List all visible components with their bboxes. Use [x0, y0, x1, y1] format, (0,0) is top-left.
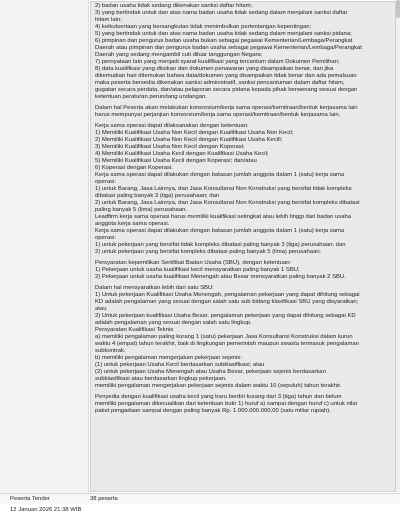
- content-line: 5) Memiliki Kualifikasi Usaha Kecil dengan Koperasi; dan/atau: [95, 158, 257, 164]
- content-line: 2) Memiliki Kualifikasi Usaha Non Kecil dengan Kualifikasi Usaha Kecill;: [95, 137, 283, 143]
- content-line: Kerja sama operasi dapat dilakukan dengan batasan jumlah anggota dalam 1 (satu) kerja sama: [95, 172, 345, 178]
- content-line: Kerja sama operasi dapat dilakukan dengan batasan jumlah anggota dalam 1 (satu) kerja sama: [95, 228, 345, 234]
- content-line: Daerah atau pimpinan dan pengurus badan usaha sebagai pegawai Kementerian/Lembaga/Perangkat: [95, 45, 362, 51]
- content-line: 2) badan usaha tidak sedang dikenakan sanksi daftar hitam;: [95, 3, 253, 9]
- content-line: 5) yang bertindak untuk dan atas nama badan usaha tidak sedang dalam menjalani sanksi pidana;: [95, 31, 352, 37]
- content-line: (2) untuk pekerjaan Usaha Menengah atau Usaha Besar, pekerjaan sejenis berdasarkan: [95, 369, 326, 375]
- content-line: 2) Untuk pekerjaan kualifikasi Usaha Besar, pengalaman pekerjaan yang dapat dihitung sebagai KD: [95, 313, 356, 319]
- content-line: ketentuan peraturan perundang undangan.: [95, 94, 208, 100]
- content-line: 3) Memiliki Kualifikasi Usaha Non Kecil dengan Koperasi;: [95, 144, 245, 150]
- peserta-row: [0, 493, 400, 504]
- content-line: 7) pernyataan lain yang menjadi syarat kualifikasi yang tercantum dalam Dokumen Pemilihan;: [95, 59, 340, 65]
- label-column: [0, 0, 89, 493]
- content-line: Daerah yang sedang mengambil cuti diluar tanggungan Negara;: [95, 52, 263, 58]
- content-line: waktu 4 (empat) tahun terakhir, baik di lingkungan pemerintah maupun swasta termasuk pengalaman: [95, 341, 359, 347]
- scrollbar[interactable]: [396, 0, 400, 492]
- content-line: 2) untuk Barang, Jasa Lainnya, dan Jasa Konsultansi Non Konstruksi yang bersifat kompleks dibatasi: [95, 200, 360, 206]
- content-line: memiliki pengalaman dikecualikan dari ketentuan butir 1) huruf a) sampai dengan huruf c) untuk nilai: [95, 401, 357, 407]
- content-line: anggota kerja sama operasi.: [95, 221, 170, 227]
- content-line: 3) yang bertindak untuk dan atas nama badan usaha tidak sedang dalam menjalani sanksi daftar: [95, 10, 348, 16]
- content-line: maka peserta bersedia dikenakan sanksi administratif, sanksi pencantuman dalam daftar hitam,: [95, 80, 345, 86]
- content-line: KD adalah pengalaman yang sesuai dengan salah satu sub bidang klasifikasi SBU yang disyaratkan;: [95, 299, 359, 305]
- content-line: Kerja sama operasi dapat dilaksanakan dengan ketentuan:: [95, 123, 249, 129]
- content-line: Penyedia dengan kualifikasi usaha kecil yang baru berdiri kurang dari 3 (tiga) tahun dan belum: [95, 394, 342, 400]
- content-line: memiliki pengalaman mengerjakan pekerjaan sejenis dalam waktu 10 (sepuluh) tahun terakhir.: [95, 383, 342, 389]
- qualification-requirements-text: [90, 1, 396, 492]
- content-line: 4) keikutsertaan yang bersangkutan tidak menimbulkan pertentangan kepentingan;: [95, 24, 312, 30]
- scrollbar-thumb[interactable]: [396, 0, 400, 18]
- content-line: 1) Pekerjaan untuk usaha kualifikasi kecil mensyaratkan paling banyak 1 SBU;: [95, 267, 300, 273]
- content-line: 6) pimpinan dan pengurus badan usaha bukan sebagai pegawai Kementerian/Lembaga/Perangkat: [95, 38, 353, 44]
- content-line: 6) Koperasi dengan Koperasi.: [95, 165, 173, 171]
- content-line: Dalam hal Peserta akan melakukan konsorsium/kerja sama operasi/kemitraan/bentuk kerjasama lain: [95, 105, 358, 111]
- content-line: paket pengadaan sampai dengan paling banyak Rp. 1.000.000.000,00 (satu miliar rupiah).: [95, 408, 331, 414]
- content-line: (1) untuk pekerjaan Usaha Kecil berdasarkan subklasifikasi; atau: [95, 362, 265, 368]
- timestamp: 12 Januari 2026 21:38 WIB: [10, 507, 82, 513]
- peserta-value: 38 peserta: [90, 496, 118, 502]
- content-line: dibatasi paling banyak 3 (tiga) perusahaan; dan: [95, 193, 220, 199]
- content-line: paling banyak 5 (lima) perusahaan.: [95, 207, 188, 213]
- content-line: a) memiliki pengalaman paling kurang 1 (satu) pekerjaan Jasa Konsultansi Konstruksi dalam kurun: [95, 334, 353, 340]
- content-line: operasi:: [95, 179, 116, 185]
- content-line: 4) Memiliki Kualifikasi Usaha Kecil dengan Kualifikasi Usaha Kecil;: [95, 151, 269, 157]
- content-line: subklasifikasi atau berdasarkan lingkup pekerjaan.: [95, 376, 227, 382]
- content-line: b) memiliki pengalaman mengerjakan pekerjaan sejenis:: [95, 355, 243, 361]
- content-line: Persyaratan kepemilikan Sertifikat Badan Usaha (SBU), dengan ketentuan:: [95, 260, 292, 266]
- content-line: Persyaratan Kualifikasi Teknis: [95, 327, 174, 333]
- content-line: 1) untuk Barang, Jasa Lainnya, dan Jasa Konsultansi Non Konstruksi yang bersifat tidak kompleks: [95, 186, 352, 192]
- content-line: 2) untuk pekerjaan yang bersifat kompleks dibatasi paling banyak 5 (lima) perusahaan.: [95, 249, 322, 255]
- content-line: atau: [95, 306, 107, 312]
- content-line: 1) untuk pekerjaan yang bersifat tidak kompleks dibatasi paling banyak 3 (tiga) perusahaan; dan: [95, 242, 346, 248]
- content-line: 1) Untuk pekerjaan Kualifikasi Usaha Menengah, pengalaman pekerjaan yang dapat dihitung sebagai: [95, 292, 360, 298]
- content-line: 2) Pekerjaan untuk usaha kualifikasi Menengah atau Besar mensyaratkan paling banyak 2 SBU.: [95, 274, 346, 280]
- content-line: gugatan secara perdata, dan/atau pelaporan secara pidana kepada pihak berwenang sesuai dengan: [95, 87, 358, 93]
- content-line: Dalam hal mensyaratkan lebih dari satu SBU:: [95, 285, 214, 291]
- content-line: hitam lain;: [95, 17, 122, 23]
- content-line: 8) data kualifikasi yang diisikan dan dokumen penawaran yang disampaikan benar, dan jika: [95, 66, 334, 72]
- peserta-label: Peserta Tender: [10, 496, 50, 502]
- content-line: adalah pengalaman yang sesuai dengan salah satu lingkup.: [95, 320, 252, 326]
- content-line: dikemudian hari ditemukan bahwa data/dokumen yang disampaikan tidak benar dan ada pemalsuan: [95, 73, 357, 79]
- content-line: Leadfirm kerja sama operasi harus memiliki kualifikasi setingkat atau lebih tinggi dari badan usaha: [95, 214, 352, 220]
- content-line: harus mempunyai perjanjian konsorsium/kerja sama operasi/kemitraan/bentuk kerjasama lain.: [95, 112, 341, 118]
- content-line: operasi:: [95, 235, 116, 241]
- content-line: 1) Memiliki Kualifikasi Usaha Non Kecil dengan Kualifikasi Usaha Non Kecil;: [95, 130, 294, 136]
- content-line: subkontrak.: [95, 348, 126, 354]
